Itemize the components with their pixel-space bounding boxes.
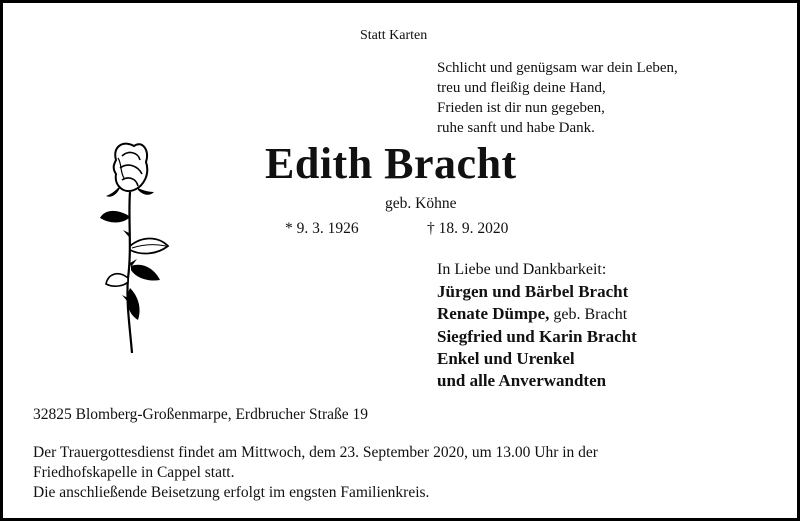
family-member-name: Renate Dümpe,	[437, 304, 550, 323]
service-line: Die anschließende Beisetzung erfolgt im engsten Familienkreis.	[33, 484, 430, 501]
deceased-name: Edith Bracht	[265, 139, 517, 188]
death-date: † 18. 9. 2020	[427, 220, 509, 237]
poem	[437, 58, 678, 138]
family-member-note: geb. Bracht	[549, 306, 628, 323]
rose-icon	[98, 138, 178, 358]
family-member	[437, 303, 637, 326]
family-member: Jürgen und Bärbel Bracht	[437, 282, 629, 301]
poem-line: treu und fleißig deine Hand,	[437, 80, 606, 96]
address: 32825 Blomberg-Großenmarpe, Erdbrucher Straße 19	[33, 406, 369, 423]
family-member: und alle Anverwandten	[437, 371, 607, 390]
family-intro: In Liebe und Dankbarkeit:	[437, 261, 607, 278]
header-text: Statt Karten	[360, 28, 428, 43]
service-line: Friedhofskapelle in Cappel statt.	[33, 464, 235, 481]
service-line: Der Trauergottesdienst findet am Mittwoch, dem 23. September 2020, um 13.00 Uhr in der	[33, 444, 598, 461]
poem-line: Frieden ist dir nun gegeben,	[437, 100, 605, 116]
poem-line: Schlicht und genügsam war dein Leben,	[437, 60, 678, 76]
service-info	[33, 443, 598, 503]
family-member: Siegfried und Karin Bracht	[437, 327, 637, 346]
birth-date: * 9. 3. 1926	[285, 220, 359, 237]
maiden-name: geb. Köhne	[385, 195, 457, 212]
family-member: Enkel und Urenkel	[437, 349, 575, 368]
family-list	[437, 259, 637, 392]
poem-line: ruhe sanft und habe Dank.	[437, 120, 595, 136]
